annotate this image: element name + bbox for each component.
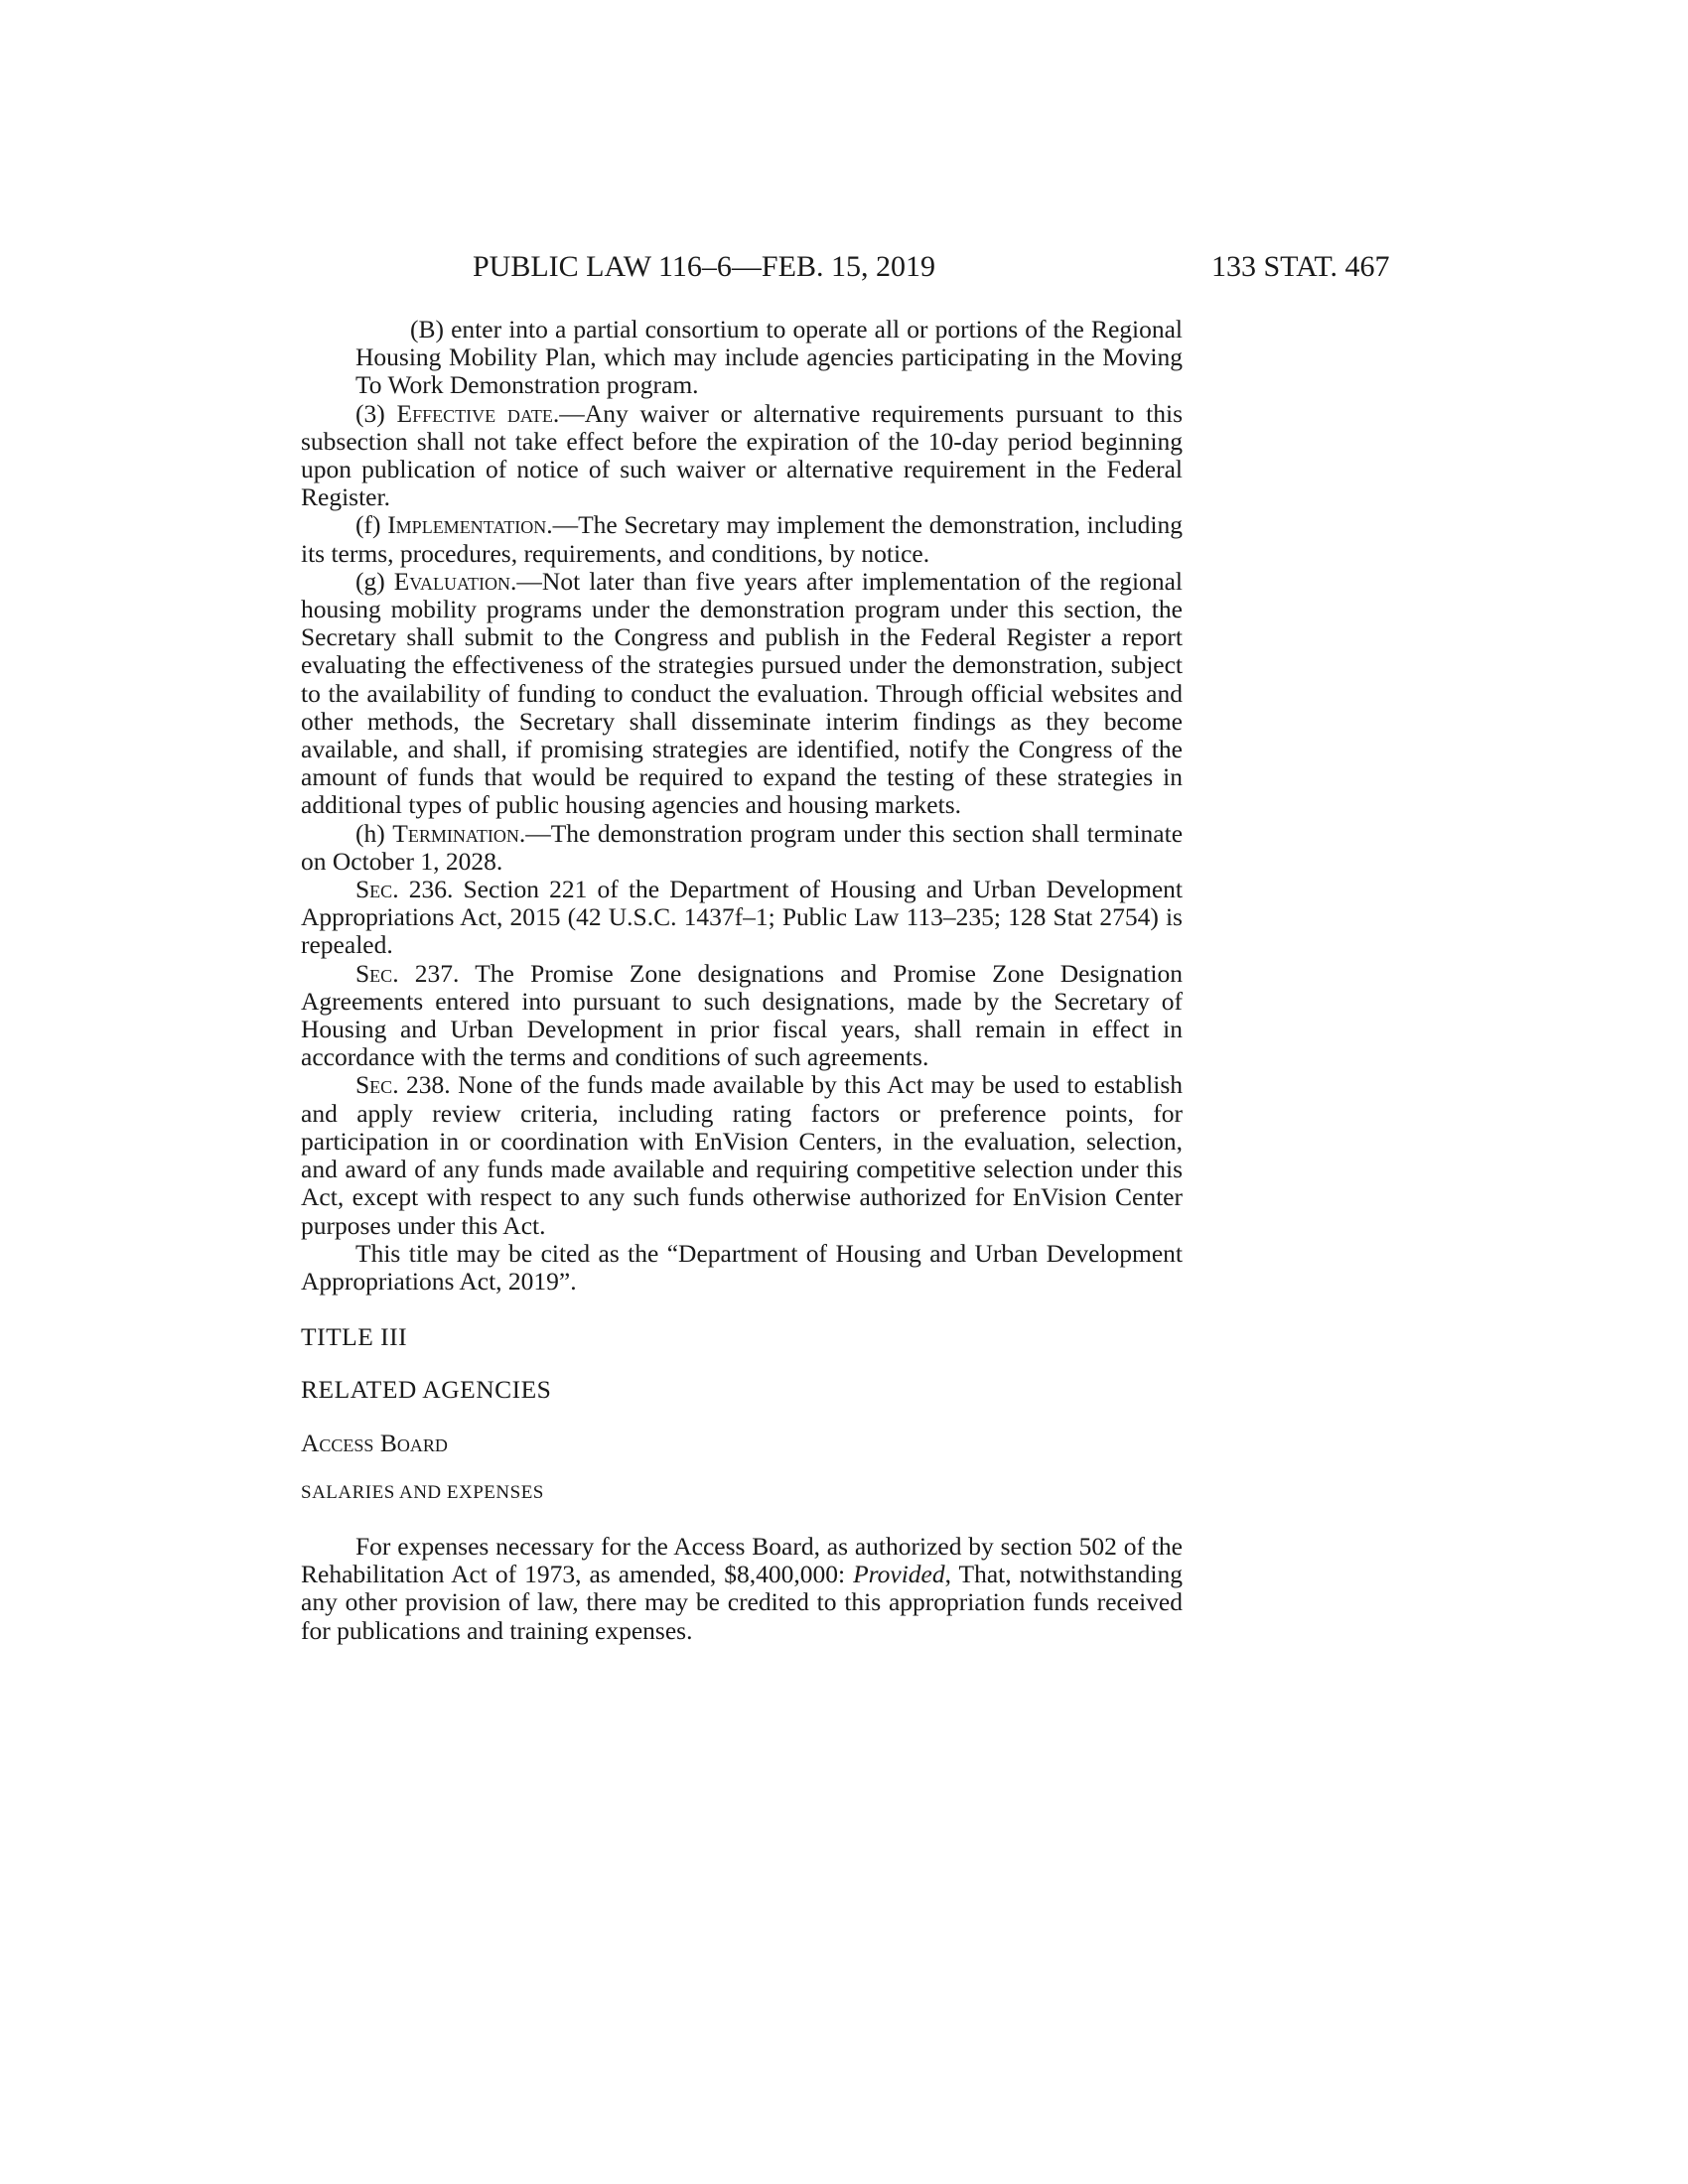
citation-paragraph: This title may be cited as the “Department of Housing and Urban Development Appropriations Act, 2019”. (301, 1238, 1183, 1296)
appropriation-text-2: , That, notwithstanding any other provision of law, there may be credited to this appropriation funds received for publications and training expenses. (301, 1560, 1183, 1645)
appropriation-paragraph (301, 1533, 1183, 1645)
section-236-label: Sec (355, 875, 393, 904)
salaries-expenses-heading: SALARIES AND EXPENSES (301, 1481, 544, 1503)
paragraph-g-text: .—Not later than five years after implementation of the regional housing mobility programs under the demonstration program under this section, the Secretary shall submit to the Congress and publish in the Federal Register a report evaluating the effectiveness of the strategies pursued under the demonstration, subject to the availability of funding to conduct the evaluation. Through official websites and other methods, the Secretary shall disseminate interim findings as they become available, and shall, if promising strategies are identified, notify the Congress of the amount of funds that would be required to expand the testing of these strategies in additional types of public housing agencies and housing markets. (301, 566, 1184, 820)
paragraph-g-label: (g) (355, 566, 394, 596)
section-237-text: . 237. The Promise Zone designations and Promise Zone Designation Agreements entered into pursuant to such designations, made by the Secretary of Housing and Urban Development in prior fiscal years, shall remain in effect in accordance with the terms and conditions of such agreements. (301, 958, 1183, 1072)
title-heading: TITLE III (301, 1322, 408, 1352)
paragraph-sub-b (355, 316, 1183, 400)
paragraph-3-caption: Effective date (396, 398, 553, 428)
paragraph-sub-b-text: (B) enter into a partial consortium to operate all or portions of the Regional Housing Mobility Plan, which may include agencies participating in the Moving To Work Demonstration program. (355, 315, 1183, 400)
paragraph-3-text: .—Any waiver or alternative requirements pursuant to this subsection shall not take effect before the expiration of the 10-day period beginning upon publication of notice of such waiver or alternative requirement in the Federal Register. (301, 398, 1184, 512)
related-agencies-heading: RELATED AGENCIES (301, 1375, 552, 1405)
paragraph-f-caption: Implementation (387, 510, 547, 540)
paragraph-3-effective-date (301, 400, 1183, 512)
paragraph-h-label: (h) (355, 818, 393, 848)
section-238 (301, 1071, 1183, 1239)
section-238-text: . 238. None of the funds made available by this Act may be used to establish and apply review criteria, including rating factors or preference points, for participation in or coordination with EnVision Centers, in the evaluation, selection, and award of any funds made available and requiring competitive selection under this Act, except with respect to any such funds otherwise authorized for EnVision Center purposes under this Act. (301, 1070, 1183, 1240)
provided-proviso: Provided (853, 1560, 945, 1589)
paragraph-f-label: (f) (355, 510, 388, 540)
section-237-label: Sec (355, 958, 393, 988)
running-head (0, 250, 1688, 290)
body-text (301, 316, 1183, 1645)
paragraph-h-caption: Termination (392, 818, 519, 848)
paragraph-f-implementation (301, 511, 1183, 567)
section-237 (301, 960, 1183, 1072)
paragraph-f-text: .—The Secretary may implement the demonstration, including its terms, procedures, requirements, and conditions, by notice. (301, 510, 1183, 568)
section-236-text: . 236. Section 221 of the Department of Housing and Urban Development Appropriations Act, 2015 (42 U.S.C. 1437f–1; Public Law 113–235; 128 Stat 2754) is repealed. (301, 875, 1183, 960)
section-236 (301, 876, 1183, 960)
paragraph-g-evaluation (301, 568, 1183, 820)
section-238-label: Sec (355, 1070, 393, 1100)
paragraph-h-termination (301, 820, 1183, 876)
paragraph-g-caption: Evaluation (393, 566, 511, 596)
access-board-heading: Access Board (301, 1428, 448, 1457)
paragraph-h-text: .—The demonstration program under this section shall terminate on October 1, 2028. (301, 818, 1184, 876)
appropriation-text-1: For expenses necessary for the Access Board, as authorized by section 502 of the Rehabilitation Act of 1973, as amended, $8,400,000: (301, 1531, 1183, 1589)
page-number: 133 STAT. 467 (1211, 250, 1390, 283)
running-head-title: PUBLIC LAW 116–6—FEB. 15, 2019 (473, 250, 935, 283)
paragraph-3-label: (3) (355, 398, 397, 428)
